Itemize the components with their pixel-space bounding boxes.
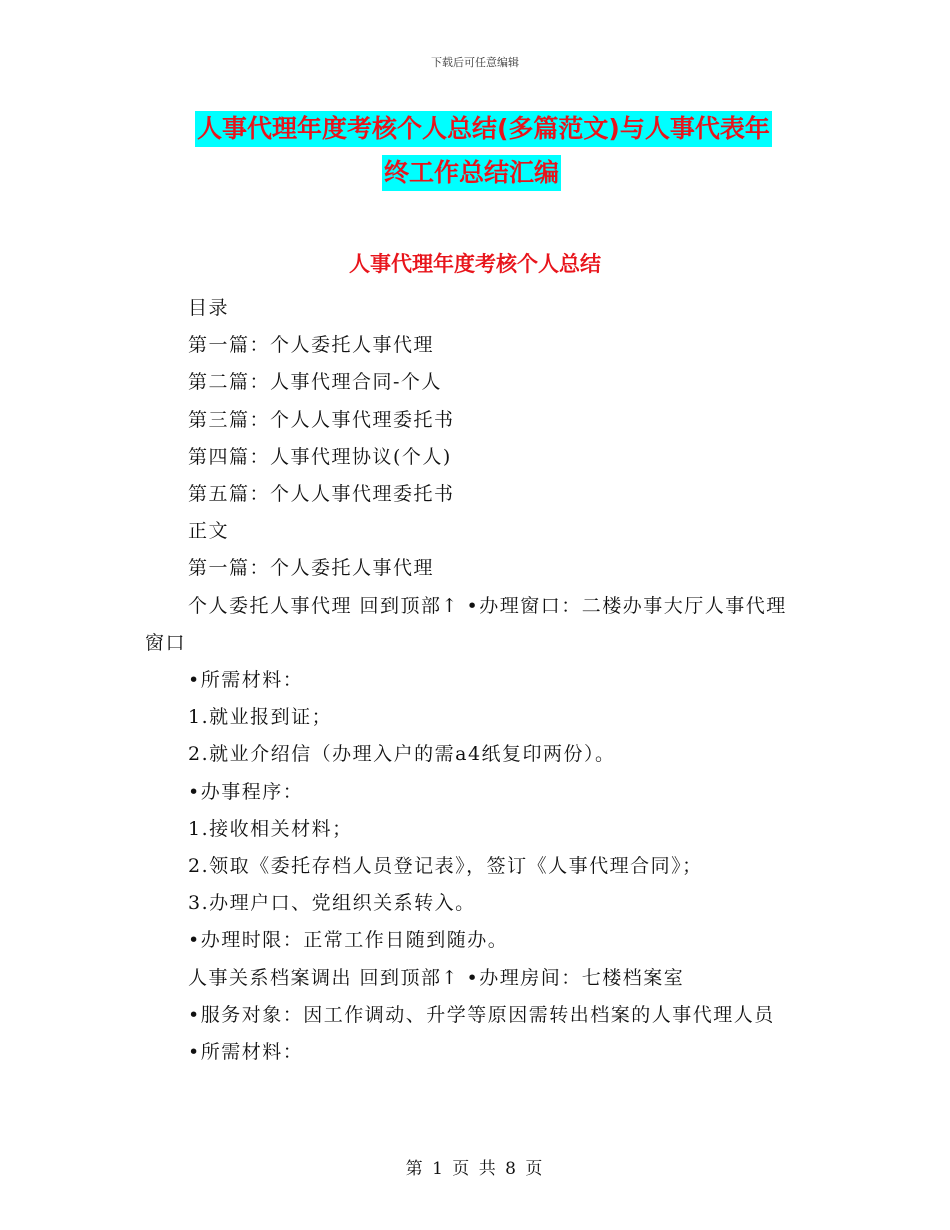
document-title-line-1: 人事代理年度考核个人总结(多篇范文)与人事代表年 [195,111,772,147]
paragraph-toc-item-4: 第四篇：人事代理协议(个人) [188,445,452,468]
paragraph-body-text: 人事关系档案调出 回到顶部↑ •办理房间：七楼档案室 [188,966,685,989]
paragraph-body-text: 2.领取《委托存档人员登记表》，签订《人事代理合同》； [188,855,703,878]
document-body [145,290,805,1071]
paragraph-body-text: 1.就业报到证； [188,706,333,729]
paragraph-body-text: •服务对象：因工作调动、升学等原因需转出档案的人事代理人员 [188,1003,775,1026]
paragraph-body-text: 个人委托人事代理 回到顶部↑ •办理窗口：二楼办事大厅人事代理窗口 [145,594,787,654]
paragraph-toc-heading: 目录 [188,297,230,319]
paragraph-body-text: •办事程序： [188,780,304,803]
paragraph-chapter-1-title: 第一篇：个人委托人事代理 [188,557,435,580]
paragraph-body-text: •所需材料： [188,669,304,692]
paragraph-body-text: 3.办理户口、党组织关系转入。 [188,892,476,915]
paragraph-body-text: •所需材料： [188,1041,304,1064]
paragraph-body-text: •办理时限：正常工作日随到随办。 [188,929,509,952]
paragraph-body-text: 2.就业介绍信（办理入户的需a4纸复印两份）。 [188,743,616,766]
page-number-footer: 第 1 页 共 8 页 [405,1159,545,1179]
document-title-line-2: 终工作总结汇编 [382,155,561,191]
paragraph-toc-item-3: 第三篇：个人人事代理委托书 [188,408,455,431]
page-header-note: 下载后可任意编辑 [431,56,519,69]
paragraph-toc-item-5: 第五篇：个人人事代理委托书 [188,483,455,506]
paragraph-toc-item-2: 第二篇：人事代理合同-个人 [188,371,442,394]
section-title: 人事代理年度考核个人总结 [349,252,601,276]
paragraph-body-heading: 正文 [188,520,230,543]
paragraph-body-text: 1.接收相关材料； [188,817,353,840]
paragraph-toc-item-1: 第一篇：个人委托人事代理 [188,334,435,357]
